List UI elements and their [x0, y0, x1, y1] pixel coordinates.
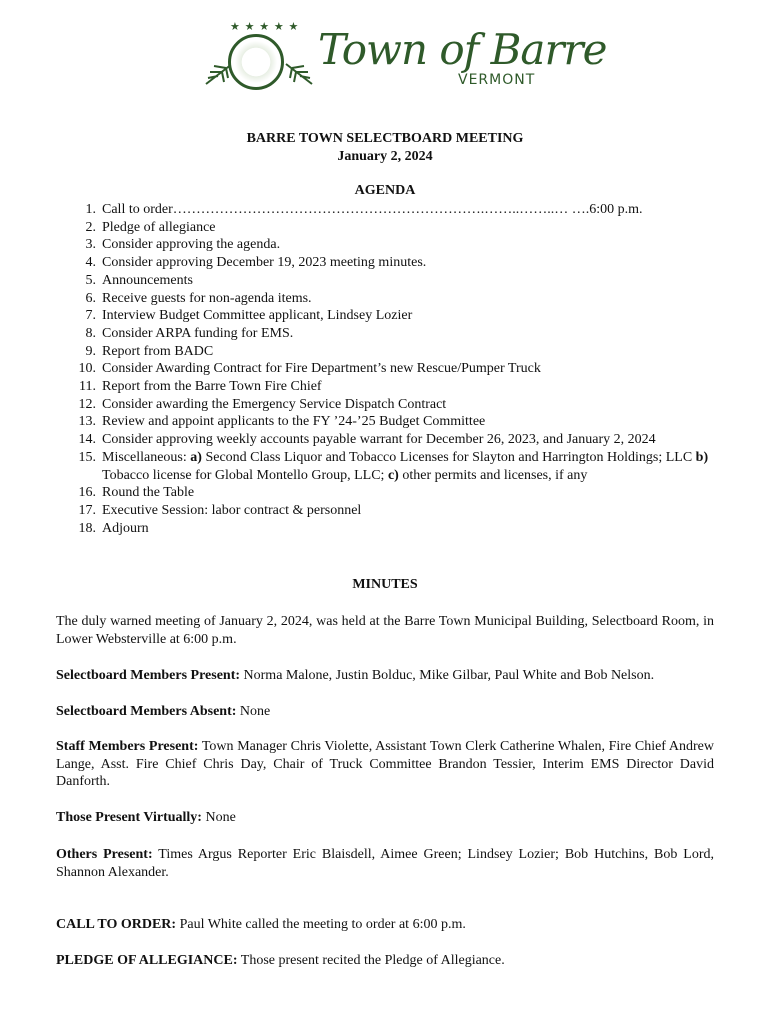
agenda-item: 11. Report from the Barre Town Fire Chief — [79, 379, 322, 395]
present-virtually: Those Present Virtually: None — [56, 810, 236, 825]
agenda-item: 12. Consider awarding the Emergency Service Dispatch Contract — [78, 396, 447, 412]
agenda-item: 7. Interview Budget Committee applicant, Lindsey Lozier — [85, 308, 413, 324]
members-absent: Selectboard Members Absent: None — [56, 704, 271, 719]
stars-icon: ★ ★ ★ ★ ★ — [230, 21, 300, 33]
agenda-list — [56, 201, 716, 537]
agenda-item: 6. Receive guests for non-agenda items. — [85, 290, 312, 306]
meeting-title: BARRE TOWN SELECTBOARD MEETING — [246, 131, 524, 146]
town-seal-icon — [228, 34, 284, 90]
agenda-item: 13. Review and appoint applicants to the FY ’24-’25 Budget Committee — [78, 414, 486, 430]
agenda-item: 9. Report from BADC — [85, 343, 214, 359]
logo-wordmark: Town of Barre — [318, 25, 607, 74]
call-to-order: CALL TO ORDER: Paul White called the meeting to order at 6:00 p.m. — [56, 917, 466, 932]
pine-branch-icon — [284, 58, 314, 88]
town-logo — [200, 20, 607, 98]
minutes-intro: The duly warned meeting of January 2, 2024, was held at the Barre Town Municipal Building, Selectboard Room, in Lower Websterville at 6:00 p.m. — [56, 614, 714, 647]
agenda-item: 1. Call to order………………………………………………………….……..……..… ….6:00 p.m. — [85, 202, 643, 217]
agenda-item: 4. Consider approving December 19, 2023 meeting minutes. — [85, 255, 427, 271]
staff-present: Staff Members Present: Town Manager Chris Violette, Assistant Town Clerk Catherine Whalen, Fire Chief Andrew Lange, Asst. Fire Chief Chris Day, Chair of Truck Committee Brandon Tessier, Interim EMS Director David Danforth. — [56, 739, 714, 790]
members-present: Selectboard Members Present: Norma Malone, Justin Bolduc, Mike Gilbar, Paul White and Bob Nelson. — [56, 668, 655, 683]
logo-state: VERMONT — [458, 72, 536, 88]
others-present: Others Present: Times Argus Reporter Eric Blaisdell, Aimee Green; Lindsey Lozier; Bob Hutchins, Bob Lord, Shannon Alexander. — [56, 847, 714, 880]
agenda-item: 16. Round the Table — [78, 485, 195, 501]
minutes-heading: MINUTES — [352, 577, 418, 592]
agenda-item: 10. Consider Awarding Contract for Fire Department’s new Rescue/Pumper Truck — [78, 361, 541, 377]
agenda-heading: AGENDA — [354, 183, 416, 198]
agenda-item-miscellaneous: 15. Miscellaneous: a) Second Class Liquor and Tobacco Licenses for Slayton and Harrington Holdings; LLC b) Tobacco license for Global Montello Group, LLC; c) other permits and licenses, if any — [78, 449, 709, 483]
meeting-date: January 2, 2024 — [337, 149, 433, 164]
agenda-item: 8. Consider ARPA funding for EMS. — [85, 325, 294, 341]
pledge-of-allegiance: PLEDGE OF ALLEGIANCE: Those present recited the Pledge of Allegiance. — [56, 953, 505, 968]
agenda-item: 18. Adjourn — [78, 520, 149, 536]
agenda-item: 5. Announcements — [85, 272, 193, 288]
agenda-item: 14. Consider approving weekly accounts payable warrant for December 26, 2023, and January 2, 2024 — [78, 432, 656, 448]
agenda-item: 2. Pledge of allegiance — [85, 219, 216, 235]
agenda-item: 17. Executive Session: labor contract & personnel — [78, 502, 362, 518]
agenda-item: 3. Consider approving the agenda. — [85, 237, 281, 253]
